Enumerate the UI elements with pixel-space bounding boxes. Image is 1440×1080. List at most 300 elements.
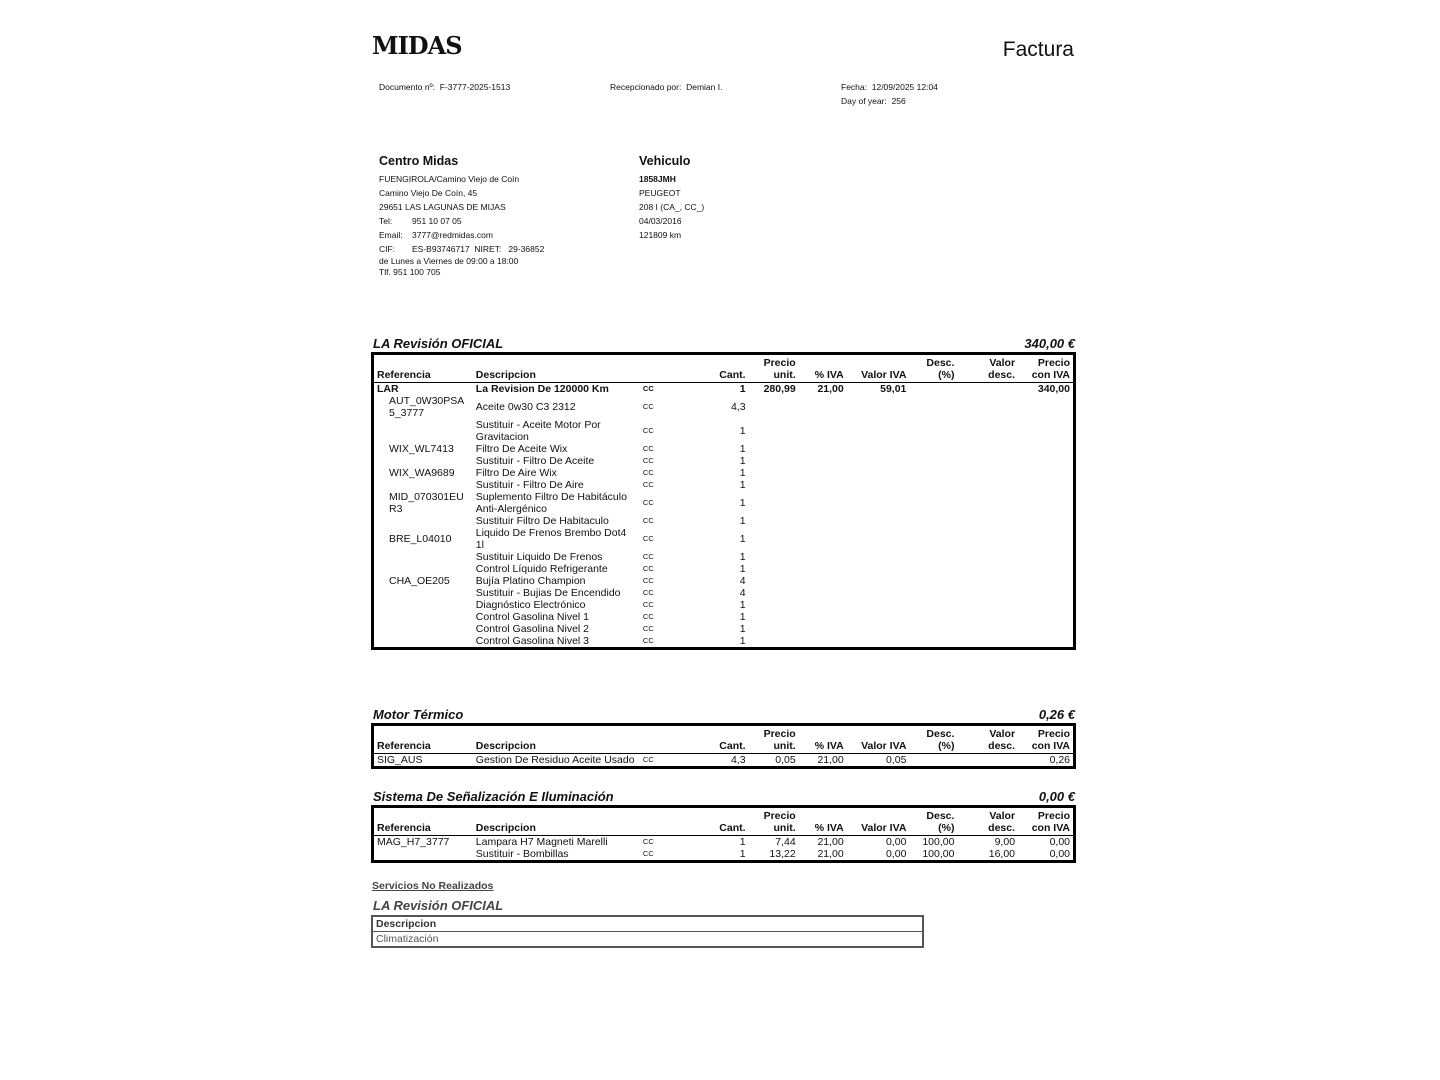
cell-cc: CC	[642, 444, 654, 453]
cell-desc-pct	[909, 491, 957, 515]
column-header-precio-unit: Precio unit.	[763, 728, 796, 752]
cell-cc: CC	[642, 755, 654, 764]
centro-line3: 29651 LAS LAGUNAS DE MIJAS	[379, 202, 506, 212]
cell-valor-iva	[847, 611, 910, 623]
cell-ref: MID_070301EUR3	[389, 491, 464, 515]
cell-cant: 1	[739, 497, 746, 509]
cell-iva-pct	[799, 419, 847, 443]
cell-precio-unit	[749, 623, 799, 635]
cell-cc: CC	[642, 480, 654, 489]
cell-cc: CC	[642, 468, 654, 477]
no-realizados-title: Servicios No Realizados	[372, 880, 494, 892]
cell-precio-unit	[749, 575, 799, 587]
cell-valor-iva: 0,05	[885, 754, 907, 766]
cell-precio-unit: 0,05	[775, 754, 796, 766]
cell-valor-iva	[847, 515, 910, 527]
column-header-desc-pct: Desc. (%)	[926, 357, 955, 381]
cell-desc: Control Gasolina Nivel 1	[475, 611, 589, 623]
column-header-cc: Descripcion	[475, 740, 536, 752]
section-total: 0,26 €	[1038, 707, 1075, 722]
centro-email	[379, 228, 619, 242]
cell-valor-desc	[957, 443, 1018, 455]
section-total: 0,00 €	[1038, 789, 1075, 804]
column-header-valor-desc: Valor desc.	[988, 728, 1016, 752]
vehiculo-matricula: 1858JMH	[639, 174, 676, 184]
cell-cc: CC	[642, 384, 654, 393]
cell-cc: CC	[642, 564, 654, 573]
invoice-date	[841, 82, 938, 92]
table-row	[373, 575, 1075, 587]
cell-desc: Sustituir Liquido De Frenos	[475, 551, 603, 563]
cell-ref	[373, 563, 473, 575]
cell-iva-pct	[799, 623, 847, 635]
cell-iva-pct: 21,00	[817, 848, 844, 860]
cell-valor-iva	[847, 527, 910, 551]
cell-cc: CC	[642, 552, 654, 561]
cell-valor-desc	[957, 383, 1018, 396]
cell-desc-pct	[909, 599, 957, 611]
centro-line1: FUENGIROLA/Camino Viejo de Coín	[379, 174, 520, 184]
cif-value: ES-B93746717	[412, 244, 470, 254]
cell-ref	[373, 623, 473, 635]
tel-value: 951 10 07 05	[412, 216, 462, 226]
cell-desc: Bujía Platino Champion	[475, 575, 586, 587]
cell-valor-iva	[847, 623, 910, 635]
cell-desc-pct: 100,00	[922, 836, 955, 848]
received-by	[610, 82, 722, 92]
column-header-cc: Descripcion	[475, 369, 536, 381]
cell-cc: CC	[642, 849, 654, 858]
cell-valor-iva	[847, 575, 910, 587]
cell-cant: 4,3	[730, 754, 746, 766]
table-row	[373, 467, 1075, 479]
cell-valor-iva	[847, 551, 910, 563]
cell-valor-desc	[957, 491, 1018, 515]
document-number-value: F-3777-2025-1513	[439, 82, 511, 92]
cell-desc: Aceite 0w30 C3 2312	[475, 401, 576, 413]
section-total: 340,00 €	[1024, 336, 1075, 351]
cell-cc: CC	[642, 588, 654, 597]
cell-precio-con-iva	[1018, 491, 1074, 515]
cell-desc-pct	[909, 527, 957, 551]
cell-precio-unit	[749, 563, 799, 575]
cell-desc-pct	[909, 754, 957, 768]
cell-cant: 1	[739, 479, 746, 491]
cell-precio-unit	[749, 395, 799, 419]
cell-valor-iva: 0,00	[885, 848, 907, 860]
cell-ref: AUT_0W30PSA5_3777	[389, 395, 465, 419]
cell-precio-con-iva	[1018, 599, 1074, 611]
cell-desc: Control Gasolina Nivel 3	[475, 635, 589, 647]
cell-cant: 1	[739, 611, 746, 623]
table-row	[373, 563, 1075, 575]
cell-desc-pct	[909, 383, 957, 396]
cell-desc-pct	[909, 635, 957, 649]
cell-valor-iva	[847, 563, 910, 575]
cell-desc: Sustituir - Filtro De Aire	[475, 479, 584, 491]
cell-ref	[373, 551, 473, 563]
centro-title: Centro Midas	[379, 154, 459, 168]
section-title: Sistema De Señalización E Iluminación	[373, 789, 614, 804]
cell-iva-pct	[799, 467, 847, 479]
cell-valor-iva	[847, 479, 910, 491]
vehiculo-marca: PEUGEOT	[639, 188, 681, 198]
cell-desc: Sustituir - Aceite Motor Por Gravitacion	[475, 419, 601, 443]
cell-desc-pct	[909, 563, 957, 575]
vehiculo-km: 121809 km	[639, 230, 682, 240]
vehiculo-block	[639, 154, 839, 242]
cell-valor-iva: 0,00	[885, 836, 907, 848]
cell-precio-unit	[749, 479, 799, 491]
cell-desc-pct	[909, 623, 957, 635]
cell-precio-con-iva	[1018, 455, 1074, 467]
cell-desc: Gestion De Residuo Aceite Usado	[475, 754, 635, 766]
column-header-precio-con-iva: Precio con IVA	[1031, 810, 1070, 834]
items-table	[371, 352, 1076, 650]
niret-label: NIRET:	[474, 244, 502, 254]
cell-valor-desc	[957, 527, 1018, 551]
cell-precio-con-iva	[1018, 575, 1074, 587]
column-header-cant: Cant.	[719, 740, 746, 752]
cell-ref	[373, 599, 473, 611]
cell-cc: CC	[642, 426, 654, 435]
cell-iva-pct	[799, 395, 847, 419]
cell-desc-pct	[909, 467, 957, 479]
no-realizados-section: LA Revisión OFICIAL	[373, 898, 504, 913]
cell-precio-unit: 280,99	[763, 383, 796, 395]
cell-cc: CC	[642, 600, 654, 609]
cell-iva-pct	[799, 635, 847, 649]
centro-block	[379, 154, 619, 278]
cell-iva-pct	[799, 479, 847, 491]
cell-valor-desc	[957, 599, 1018, 611]
cell-valor-iva	[847, 419, 910, 443]
cell-precio-con-iva: 0,00	[1049, 848, 1070, 860]
table-row	[373, 836, 1075, 849]
cell-desc: Lampara H7 Magneti Marelli	[475, 836, 608, 848]
cell-desc: La Revision De 120000 Km	[475, 383, 609, 395]
cell-precio-con-iva	[1018, 527, 1074, 551]
cell-precio-unit	[749, 599, 799, 611]
cell-precio-unit	[749, 587, 799, 599]
cell-iva-pct	[799, 455, 847, 467]
cell-valor-iva	[847, 443, 910, 455]
column-header-ref: Referencia	[377, 740, 431, 752]
cell-cant: 1	[739, 383, 746, 395]
table-header-row	[372, 916, 923, 932]
cell-precio-unit	[749, 467, 799, 479]
table-row	[373, 635, 1075, 649]
cell-precio-con-iva: 340,00	[1037, 383, 1070, 395]
cell-cant: 4	[739, 587, 746, 599]
cell-precio-con-iva	[1018, 395, 1074, 419]
cell-cant: 4	[739, 575, 746, 587]
cell-valor-desc	[957, 455, 1018, 467]
cell-precio-con-iva: 0,26	[1049, 754, 1070, 766]
cell-cant: 1	[739, 551, 746, 563]
cell-ref	[373, 611, 473, 623]
cell-desc-pct	[909, 515, 957, 527]
cell-valor-desc	[957, 754, 1018, 768]
cell-precio-unit	[749, 419, 799, 443]
cell-iva-pct	[799, 551, 847, 563]
cell-desc-pct: 100,00	[922, 848, 955, 860]
cell-valor-desc	[957, 467, 1018, 479]
cell-valor-iva	[847, 395, 910, 419]
column-header-valor-iva: Valor IVA	[861, 740, 907, 752]
table-row	[373, 383, 1075, 396]
cell-valor-desc: 16,00	[988, 848, 1016, 860]
column-header-valor-desc: Valor desc.	[988, 810, 1016, 834]
table-row	[373, 491, 1075, 515]
cell-desc: Sustituir - Filtro De Aceite	[475, 455, 595, 467]
cell-desc: Control Líquido Refrigerante	[475, 563, 608, 575]
cell-iva-pct	[799, 587, 847, 599]
table-header-row	[373, 354, 1075, 383]
cell-iva-pct	[799, 575, 847, 587]
table-row	[373, 611, 1075, 623]
cell-precio-con-iva	[1018, 479, 1074, 491]
cell-ref	[373, 515, 473, 527]
cell-precio-con-iva	[1018, 467, 1074, 479]
cell-cc: CC	[642, 534, 654, 543]
cell-iva-pct	[799, 599, 847, 611]
cell-cant: 1	[739, 563, 746, 575]
centro-line2: Camino Viejo De Coín, 45	[379, 188, 478, 198]
table-row	[373, 587, 1075, 599]
cell-precio-unit	[749, 515, 799, 527]
section-title: LA Revisión OFICIAL	[373, 336, 504, 351]
cell-valor-desc	[957, 587, 1018, 599]
column-header-valor-iva: Valor IVA	[861, 369, 907, 381]
table-row	[372, 932, 923, 948]
cell-ref	[373, 479, 473, 491]
cell-ref	[373, 587, 473, 599]
niret-value: 29-36852	[508, 244, 545, 254]
cell-valor-desc	[957, 479, 1018, 491]
cell-cant: 1	[739, 515, 746, 527]
cell-cant: 1	[739, 455, 746, 467]
cell-desc: Diagnóstico Electrónico	[475, 599, 586, 611]
vehiculo-modelo: 208 I (CA_, CC_)	[639, 202, 705, 212]
column-header-desc-pct: Desc. (%)	[926, 728, 955, 752]
cell-valor-iva	[847, 635, 910, 649]
cell-cant: 1	[739, 623, 746, 635]
column-header-ref: Referencia	[377, 822, 431, 834]
table-row	[373, 551, 1075, 563]
document-number	[379, 82, 510, 92]
cell-iva-pct: 21,00	[817, 836, 844, 848]
cell-cant: 1	[739, 848, 746, 860]
cell-valor-desc	[957, 575, 1018, 587]
table-row	[373, 848, 1075, 862]
cell-desc-pct	[909, 611, 957, 623]
cell-desc: Suplemento Filtro De Habitáculo Anti-Alergénico	[475, 491, 627, 515]
cell-desc: Filtro De Aire Wix	[475, 467, 557, 479]
cell-desc: Sustituir - Bombillas	[475, 848, 569, 860]
table-row	[373, 527, 1075, 551]
column-header-cc: Descripcion	[475, 822, 536, 834]
cell-precio-con-iva	[1018, 563, 1074, 575]
table-row	[373, 754, 1075, 768]
column-header-valor-desc: Valor desc.	[988, 357, 1016, 381]
cell-iva-pct: 21,00	[817, 754, 844, 766]
column-header-precio-con-iva: Precio con IVA	[1031, 357, 1070, 381]
cell-cc: CC	[642, 576, 654, 585]
cell-cc: CC	[642, 402, 654, 411]
no-realizados-table	[371, 915, 924, 948]
column-header-precio-con-iva: Precio con IVA	[1031, 728, 1070, 752]
column-header-cant: Cant.	[719, 822, 746, 834]
cell-iva-pct	[799, 491, 847, 515]
cell-descripcion: Climatización	[376, 933, 439, 945]
cell-desc: Liquido De Frenos Brembo Dot4 1l	[475, 527, 627, 551]
cell-valor-iva: 59,01	[880, 383, 907, 395]
cell-precio-unit	[749, 551, 799, 563]
cell-desc-pct	[909, 587, 957, 599]
cell-cc: CC	[642, 636, 654, 645]
cell-ref	[373, 455, 473, 467]
column-header-cant: Cant.	[719, 369, 746, 381]
table-row	[373, 479, 1075, 491]
cell-ref: WIX_WA9689	[389, 467, 455, 479]
cell-valor-desc	[957, 515, 1018, 527]
cell-desc-pct	[909, 479, 957, 491]
cell-cc: CC	[642, 612, 654, 621]
cell-cc: CC	[642, 498, 654, 507]
cell-valor-desc	[957, 563, 1018, 575]
cell-precio-unit	[749, 527, 799, 551]
cell-valor-iva	[847, 467, 910, 479]
table-row	[373, 443, 1075, 455]
cell-iva-pct	[799, 527, 847, 551]
cell-cant: 1	[739, 443, 746, 455]
day-of-year-label: Day of year:	[841, 96, 887, 106]
received-by-label: Recepcionado por:	[610, 82, 682, 92]
column-header-iva-pct: % IVA	[814, 822, 844, 834]
centro-cif	[379, 242, 619, 256]
cell-valor-desc	[957, 635, 1018, 649]
cell-precio-con-iva	[1018, 635, 1074, 649]
cell-cc: CC	[642, 837, 654, 846]
cell-desc: Control Gasolina Nivel 2	[475, 623, 589, 635]
centro-tel	[379, 214, 619, 228]
cell-desc: Sustituir Filtro De Habitaculo	[475, 515, 609, 527]
email-value: 3777@redmidas.com	[412, 230, 493, 240]
items-table	[371, 723, 1076, 769]
cell-precio-con-iva: 0,00	[1049, 836, 1070, 848]
cell-ref: BRE_L04010	[389, 533, 452, 545]
cell-cc: CC	[642, 456, 654, 465]
cell-desc-pct	[909, 455, 957, 467]
cell-cant: 1	[739, 425, 746, 437]
table-row	[373, 599, 1075, 611]
cell-ref: SIG_AUS	[377, 754, 423, 766]
table-row	[373, 419, 1075, 443]
column-header-ref: Referencia	[377, 369, 431, 381]
cell-desc: Sustituir - Bujias De Encendido	[475, 587, 621, 599]
cell-ref: LAR	[377, 383, 399, 395]
cell-iva-pct	[799, 611, 847, 623]
cell-precio-unit: 13,22	[769, 848, 796, 860]
cell-desc-pct	[909, 419, 957, 443]
table-header-row	[373, 807, 1075, 836]
tel-label: Tel:	[379, 216, 393, 226]
column-header-valor-iva: Valor IVA	[861, 822, 907, 834]
cell-desc: Filtro De Aceite Wix	[475, 443, 568, 455]
document-type-title: Factura	[1002, 38, 1074, 61]
centro-horario: de Lunes a Viernes de 09:00 a 18:00	[379, 256, 519, 266]
cell-ref: CHA_OE205	[389, 575, 450, 587]
midas-logo	[372, 30, 464, 60]
cell-precio-con-iva	[1018, 443, 1074, 455]
column-header-precio-unit: Precio unit.	[763, 810, 796, 834]
cell-iva-pct	[799, 515, 847, 527]
logo-text: MIDAS	[372, 31, 462, 60]
cell-precio-unit	[749, 611, 799, 623]
vehiculo-fecha: 04/03/2016	[639, 216, 682, 226]
received-by-value: Demian I.	[686, 82, 723, 92]
cell-precio-con-iva	[1018, 419, 1074, 443]
section-title: Motor Térmico	[373, 707, 464, 722]
cif-label: CIF:	[379, 244, 396, 254]
column-header-iva-pct: % IVA	[814, 369, 844, 381]
invoice-date-label: Fecha:	[841, 82, 867, 92]
vehiculo-title: Vehiculo	[639, 154, 691, 168]
table-row	[373, 515, 1075, 527]
cell-iva-pct	[799, 563, 847, 575]
cell-valor-desc	[957, 623, 1018, 635]
cell-valor-desc: 9,00	[994, 836, 1016, 848]
cell-precio-unit	[749, 491, 799, 515]
cell-precio-unit	[749, 635, 799, 649]
cell-precio-con-iva	[1018, 611, 1074, 623]
cell-desc-pct	[909, 443, 957, 455]
invoice-date-value: 12/09/2025 12:04	[871, 82, 938, 92]
cell-desc-pct	[909, 551, 957, 563]
email-label: Email:	[379, 230, 403, 240]
cell-cant: 1	[739, 836, 746, 848]
day-of-year	[841, 96, 906, 106]
cell-ref	[373, 848, 473, 862]
cell-precio-con-iva	[1018, 515, 1074, 527]
document-number-label: Documento nº:	[379, 82, 436, 92]
cell-precio-unit	[749, 443, 799, 455]
table-row	[373, 455, 1075, 467]
cell-valor-desc	[957, 419, 1018, 443]
cell-precio-unit	[749, 455, 799, 467]
cell-iva-pct: 21,00	[817, 383, 844, 395]
table-row	[373, 623, 1075, 635]
cell-valor-desc	[957, 551, 1018, 563]
column-header-precio-unit: Precio unit.	[763, 357, 796, 381]
table-row	[373, 395, 1075, 419]
centro-tlf: Tlf. 951 100 705	[379, 267, 441, 277]
column-header-desc-pct: Desc. (%)	[926, 810, 955, 834]
day-of-year-value: 256	[891, 96, 906, 106]
cell-iva-pct	[799, 443, 847, 455]
table-header-row	[373, 725, 1075, 754]
cell-precio-unit: 7,44	[775, 836, 796, 848]
cell-cant: 1	[739, 599, 746, 611]
items-table	[371, 805, 1076, 863]
cell-valor-iva	[847, 587, 910, 599]
cell-cant: 1	[739, 635, 746, 647]
cell-valor-desc	[957, 611, 1018, 623]
column-header-descripcion: Descripcion	[372, 916, 923, 932]
cell-precio-con-iva	[1018, 551, 1074, 563]
cell-precio-con-iva	[1018, 623, 1074, 635]
